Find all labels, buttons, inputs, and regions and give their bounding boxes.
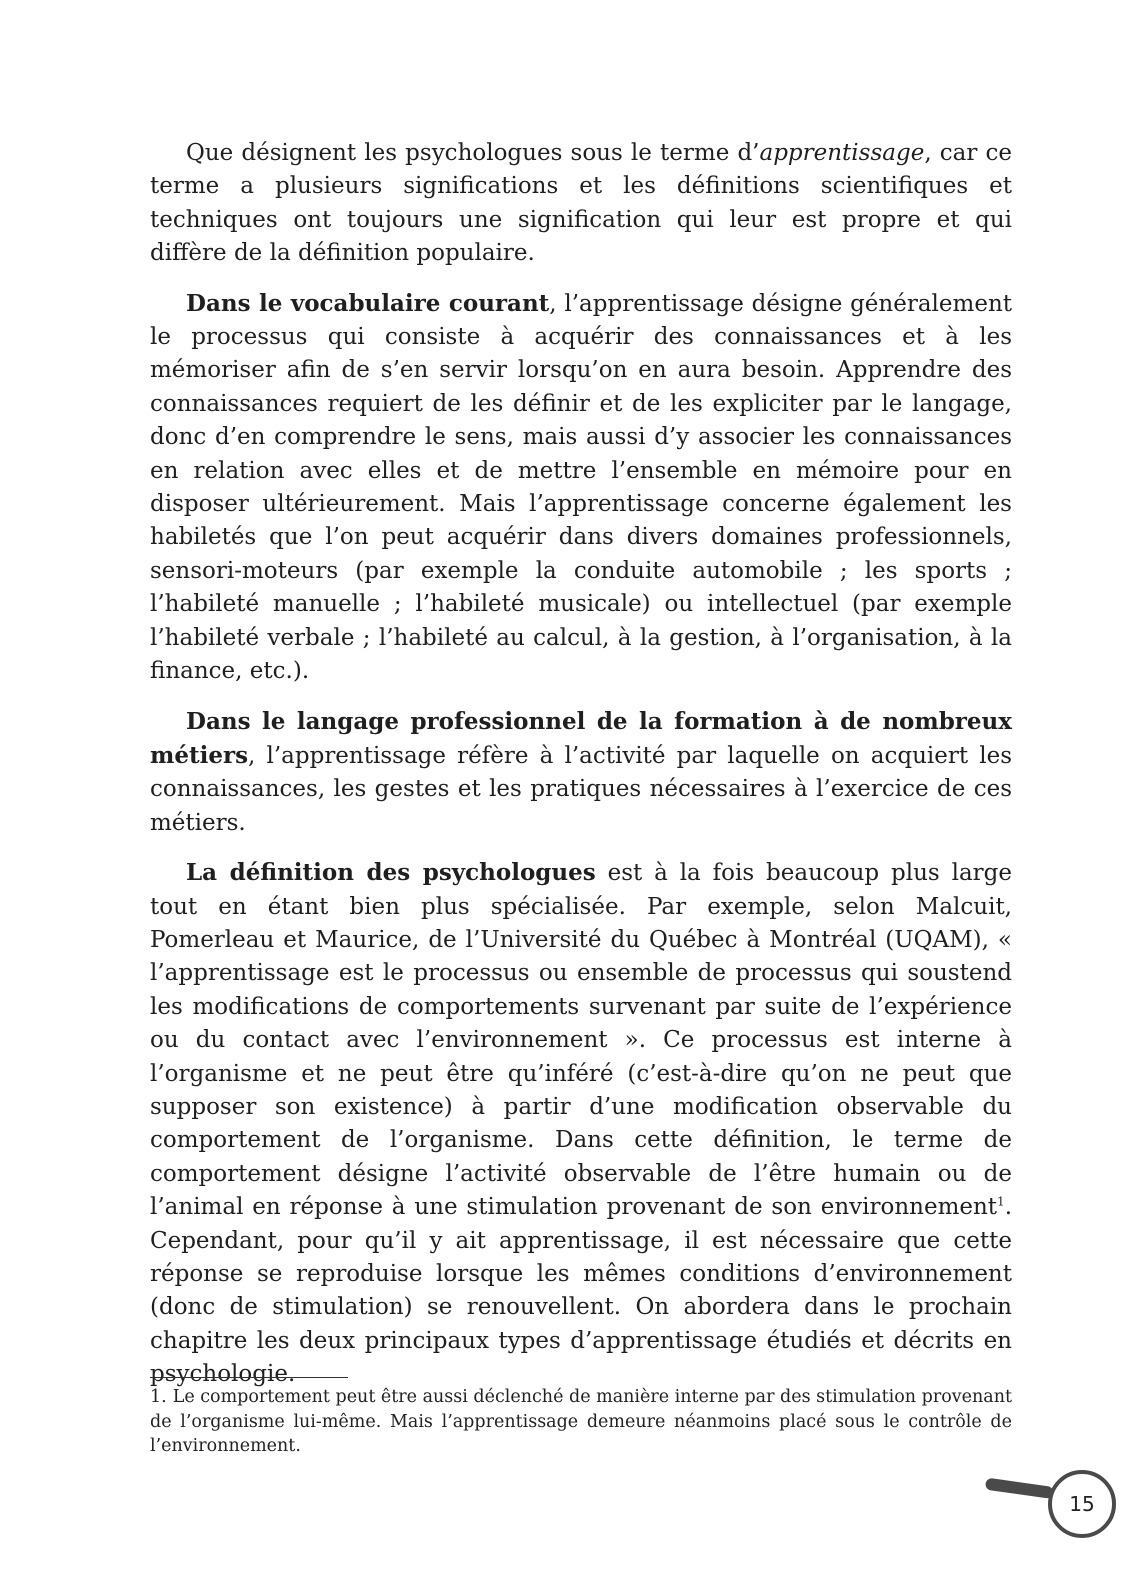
footnote-reference[interactable]: 1 — [997, 1194, 1005, 1209]
page-number-badge — [1048, 1470, 1116, 1538]
paragraph-intro — [150, 137, 1012, 271]
text-definition-psychologues: est à la fois beaucoup plus large tout en étant bien plus spécialisée. Par exemple, selon Malcuit, Pomerleau et Maurice, de l’Université du Québec à Montréal (UQAM), « l’apprentissage est le processus ou ensemble de processus qui soustend les modifications de comportements survenant par suite de l’expérience ou du contact avec l’environnement ». Ce processus est interne à l’organisme et ne peut être qu’inféré (c’est-à-dire qu’on ne peut que supposer son existence) à partir d’une modification observable du comportement de l’organisme. Dans cette définition, le terme de comportement désigne l’activité observable de l’être humain ou de l’animal en réponse à une stimulation provenant de son environnement — [150, 860, 1012, 1221]
footnote-divider — [150, 1377, 348, 1378]
footnote-number: 1. — [150, 1387, 167, 1407]
footnote-text: Le comportement peut être aussi déclenché de manière interne par des stimulation provenant de l’organisme lui-même. Mais l’apprentissage demeure néanmoins placé sous le contrôle de l’environnement. — [150, 1387, 1012, 1456]
paragraph-vocabulaire-courant — [150, 287, 1012, 689]
heading-vocabulaire-courant: Dans le vocabulaire courant — [186, 289, 550, 317]
paragraph-langage-professionnel — [150, 705, 1012, 841]
intro-emphasis: apprentissage — [759, 140, 925, 166]
page-number: 15 — [1069, 1492, 1095, 1516]
text-definition-psychologues-end: . Cependant, pour qu’il y ait apprentissage, il est nécessaire que cette réponse se reproduise lorsque les mêmes conditions d’environnement (donc de stimulation) se renouvellent. On abordera dans le prochain chapitre les deux principaux types d’apprentissage étudiés et décrits en psychologie. — [150, 1194, 1012, 1388]
text-langage-professionnel: , l’apprentissage réfère à l’activité par laquelle on acquiert les connaissances, les gestes et les pratiques nécessaires à l’exercice de ces métiers. — [150, 742, 1012, 836]
text-vocabulaire-courant: , l’apprentissage désigne généralement le processus qui consiste à acquérir des connaissances et à les mémoriser afin de s’en servir lorsqu’on en aura besoin. Apprendre des connaissances requiert de les définir et de les expliciter par le langage, donc d’en comprendre le sens, mais aussi d’y associer les connaissances en relation avec elles et de mettre l’ensemble en mémoire pour en disposer ultérieurement. Mais l’apprentissage concerne également les habiletés que l’on peut acquérir dans divers domaines professionnels, sensori-moteurs (par exemple la conduite automobile ; les sports ; l’habileté manuelle ; l’habileté musicale) ou intellectuel (par exemple l’habileté verbale ; l’habileté au calcul, à la gestion, à l’organisation, à la finance, etc.). — [150, 290, 1012, 685]
heading-langage-professionnel: Dans le langage professionnel de la formation à de nombreux métiers — [150, 707, 1012, 769]
heading-definition-psychologues: La définition des psychologues — [186, 859, 596, 887]
paragraph-definition-psychologues — [150, 856, 1012, 1392]
footnote — [150, 1385, 1012, 1459]
intro-text-end: , car ce terme a plusieurs significations et les définitions scientifiques et techniques ont toujours une signification qui leur est propre et qui diffère de la définition populaire. — [150, 140, 1012, 267]
intro-text-start: Que désignent les psychologues sous le terme d’ — [186, 140, 760, 166]
page-body — [150, 137, 1012, 1408]
magnifying-glass-icon — [985, 1478, 1054, 1499]
